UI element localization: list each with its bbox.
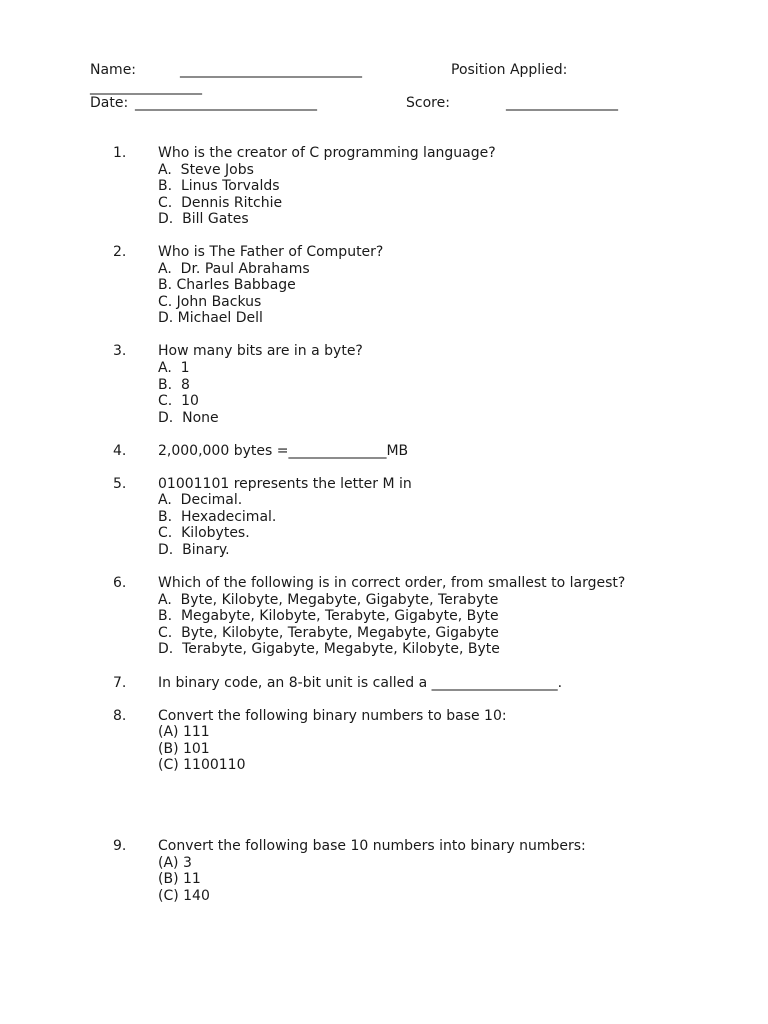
answer-item: (A) 111: [158, 724, 210, 740]
question-text: 2,000,000 bytes =______________MB: [158, 443, 409, 459]
answer-option: D. Binary.: [158, 542, 230, 558]
score-blank[interactable]: ________________: [506, 95, 618, 111]
question-text: Convert the following binary numbers to base 10:: [158, 708, 507, 724]
question-number: 9.: [113, 838, 127, 854]
answer-option: A. Dr. Paul Abrahams: [158, 261, 310, 277]
name-label: Name:: [90, 62, 137, 78]
answer-item: (C) 140: [158, 888, 210, 904]
answer-option: D. None: [158, 410, 219, 426]
answer-option: D. Terabyte, Gigabyte, Megabyte, Kilobyte, Byte: [158, 641, 500, 657]
question-text: Which of the following is in correct order, from smallest to largest?: [158, 575, 626, 591]
answer-option: C. Byte, Kilobyte, Terabyte, Megabyte, Gigabyte: [158, 625, 499, 641]
question-text: How many bits are in a byte?: [158, 343, 363, 359]
question-number: 8.: [113, 708, 127, 724]
question-number: 4.: [113, 443, 127, 459]
question-number: 5.: [113, 476, 127, 492]
answer-option: C. Kilobytes.: [158, 525, 250, 541]
answer-item: (B) 101: [158, 741, 210, 757]
answer-option: A. Steve Jobs: [158, 162, 254, 178]
answer-option: B. Megabyte, Kilobyte, Terabyte, Gigabyte, Byte: [158, 608, 499, 624]
question-number: 7.: [113, 675, 127, 691]
answer-option: D. Bill Gates: [158, 211, 249, 227]
answer-option: B. Hexadecimal.: [158, 509, 277, 525]
question-text: Convert the following base 10 numbers into binary numbers:: [158, 838, 586, 854]
answer-option: B. Charles Babbage: [158, 277, 296, 293]
answer-option: B. 8: [158, 377, 190, 393]
name-blank[interactable]: __________________________: [180, 62, 362, 78]
answer-option: A. Byte, Kilobyte, Megabyte, Gigabyte, Terabyte: [158, 592, 499, 608]
question-text: In binary code, an 8-bit unit is called a __________________.: [158, 675, 563, 691]
date-label: Date:: [90, 95, 129, 111]
position-applied-label: Position Applied:: [451, 62, 568, 78]
score-label: Score:: [406, 95, 450, 111]
question-number: 1.: [113, 145, 127, 161]
answer-item: (A) 3: [158, 855, 192, 871]
answer-option: B. Linus Torvalds: [158, 178, 280, 194]
date-blank[interactable]: __________________________: [135, 95, 317, 111]
answer-option: C. 10: [158, 393, 199, 409]
answer-option: D. Michael Dell: [158, 310, 263, 326]
answer-option: C. John Backus: [158, 294, 262, 310]
question-number: 2.: [113, 244, 127, 260]
question-text: Who is the creator of C programming language?: [158, 145, 496, 161]
question-number: 3.: [113, 343, 127, 359]
answer-item: (C) 1100110: [158, 757, 246, 773]
answer-option: C. Dennis Ritchie: [158, 195, 283, 211]
answer-option: A. Decimal.: [158, 492, 243, 508]
question-text: 01001101 represents the letter M in: [158, 476, 412, 492]
answer-option: A. 1: [158, 360, 190, 376]
question-text: Who is The Father of Computer?: [158, 244, 384, 260]
position-applied-blank[interactable]: ________________: [90, 79, 202, 95]
question-number: 6.: [113, 575, 127, 591]
answer-item: (B) 11: [158, 871, 201, 887]
